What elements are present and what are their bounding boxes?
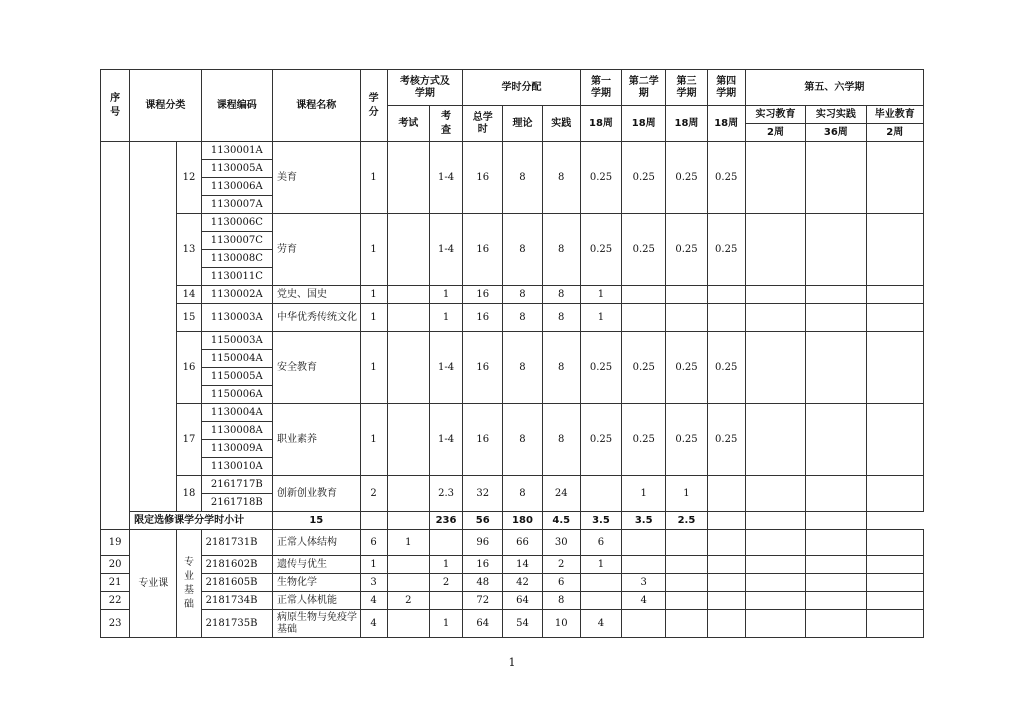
course-sem1: 1	[580, 286, 621, 304]
course-check: 1-4	[429, 214, 462, 286]
course-code: 1130007A	[201, 196, 272, 214]
row-seq: 13	[177, 214, 201, 286]
course-name: 安全教育	[273, 332, 361, 404]
course-check: 2.3	[429, 476, 462, 512]
subcategory-cell-blank	[130, 142, 177, 512]
course-sem2: 1	[622, 476, 666, 512]
course-sem3	[666, 286, 707, 304]
course-check: 1-4	[429, 332, 462, 404]
course-grad-edu	[866, 530, 923, 556]
course-intern-edu	[745, 610, 805, 638]
course-exam	[387, 286, 429, 304]
course-total-hours: 32	[463, 476, 503, 512]
course-theory-hours: 14	[503, 556, 542, 574]
course-total-hours: 72	[463, 592, 503, 610]
course-code: 1130001A	[201, 142, 272, 160]
subtotal-sem4: 2.5	[666, 512, 707, 530]
course-name: 正常人体结构	[273, 530, 361, 556]
header-weeks-intern-prac: 36周	[806, 124, 866, 142]
header-code: 课程编码	[201, 70, 272, 142]
course-sem3	[666, 610, 707, 638]
course-grad-edu	[866, 142, 923, 214]
header-weeks-sem3: 18周	[666, 106, 707, 142]
course-sem3: 1	[666, 476, 707, 512]
course-sem3: 0.25	[666, 404, 707, 476]
header-grad-edu: 毕业教育	[866, 106, 923, 124]
course-code: 2181735B	[201, 610, 272, 638]
subtotal-sem2: 3.5	[580, 512, 621, 530]
course-intern-prac	[806, 214, 866, 286]
course-sem2	[622, 304, 666, 332]
course-intern-prac	[806, 556, 866, 574]
course-check	[429, 592, 462, 610]
course-check: 1	[429, 286, 462, 304]
row-seq: 23	[101, 610, 130, 638]
category-cell-blank	[101, 142, 130, 530]
course-code: 1130011C	[201, 268, 272, 286]
course-sem3: 0.25	[666, 214, 707, 286]
course-sem4	[707, 556, 745, 574]
course-code: 1130005A	[201, 160, 272, 178]
course-code: 1130008A	[201, 422, 272, 440]
course-exam	[387, 610, 429, 638]
course-credit: 1	[360, 142, 387, 214]
course-code: 1130007C	[201, 232, 272, 250]
course-intern-edu	[745, 404, 805, 476]
course-sem2: 0.25	[622, 142, 666, 214]
header-intern-prac: 实习实践	[806, 106, 866, 124]
course-theory-hours: 8	[503, 332, 542, 404]
course-intern-prac	[806, 476, 866, 512]
course-code: 1130002A	[201, 286, 272, 304]
header-category: 课程分类	[130, 70, 201, 142]
course-sem1	[580, 592, 621, 610]
course-intern-prac	[806, 592, 866, 610]
course-sem4	[707, 592, 745, 610]
course-theory-hours: 8	[503, 142, 542, 214]
table-row	[101, 530, 924, 556]
subtotal-practice-hours: 180	[503, 512, 542, 530]
header-assess: 考核方式及学期	[387, 70, 462, 106]
course-code: 2181605B	[201, 574, 272, 592]
header-sem1: 第一学期	[580, 70, 621, 106]
course-credit: 1	[360, 214, 387, 286]
course-theory-hours: 64	[503, 592, 542, 610]
table-row	[101, 592, 924, 610]
header-theory: 理论	[503, 106, 542, 142]
course-sem1	[580, 574, 621, 592]
course-sem4: 0.25	[707, 332, 745, 404]
header-exam: 考试	[387, 106, 429, 142]
course-credit: 1	[360, 286, 387, 304]
course-code: 1130003A	[201, 304, 272, 332]
course-practice-hours: 2	[542, 556, 580, 574]
course-theory-hours: 54	[503, 610, 542, 638]
course-sem3	[666, 304, 707, 332]
course-credit: 1	[360, 304, 387, 332]
course-sem1: 6	[580, 530, 621, 556]
subtotal-intern-edu	[707, 512, 745, 530]
header-weeks-grad-edu: 2周	[866, 124, 923, 142]
course-theory-hours: 8	[503, 304, 542, 332]
course-intern-edu	[745, 214, 805, 286]
course-check: 1	[429, 610, 462, 638]
course-check: 1	[429, 304, 462, 332]
subtotal-sem3: 3.5	[622, 512, 666, 530]
header-seq: 序号	[101, 70, 130, 142]
course-total-hours: 64	[463, 610, 503, 638]
course-practice-hours: 8	[542, 286, 580, 304]
course-sem1: 0.25	[580, 404, 621, 476]
course-grad-edu	[866, 214, 923, 286]
course-sem3	[666, 592, 707, 610]
course-practice-hours: 30	[542, 530, 580, 556]
subcategory-major-basic: 专业基础	[177, 530, 201, 638]
course-check: 1	[429, 556, 462, 574]
course-sem4: 0.25	[707, 142, 745, 214]
course-practice-hours: 8	[542, 304, 580, 332]
course-check: 2	[429, 574, 462, 592]
course-intern-edu	[745, 332, 805, 404]
course-credit: 4	[360, 592, 387, 610]
header-hours: 学时分配	[463, 70, 581, 106]
course-code: 1150006A	[201, 386, 272, 404]
course-intern-edu	[745, 556, 805, 574]
subtotal-theory-hours: 56	[463, 512, 503, 530]
header-intern-edu: 实习教育	[745, 106, 805, 124]
table-row	[101, 142, 924, 160]
course-practice-hours: 8	[542, 332, 580, 404]
course-sem2: 0.25	[622, 332, 666, 404]
course-practice-hours: 8	[542, 142, 580, 214]
course-plan-table	[100, 69, 924, 638]
course-sem4: 0.25	[707, 404, 745, 476]
course-name: 生物化学	[273, 574, 361, 592]
header-name: 课程名称	[273, 70, 361, 142]
course-sem2: 0.25	[622, 404, 666, 476]
subtotal-total-hours: 236	[429, 512, 462, 530]
course-exam	[387, 332, 429, 404]
course-sem4: 0.25	[707, 214, 745, 286]
course-name: 职业素养	[273, 404, 361, 476]
course-code: 2161718B	[201, 494, 272, 512]
course-total-hours: 16	[463, 214, 503, 286]
course-practice-hours: 8	[542, 404, 580, 476]
course-check	[429, 530, 462, 556]
row-seq: 22	[101, 592, 130, 610]
course-theory-hours: 42	[503, 574, 542, 592]
course-sem4	[707, 304, 745, 332]
table-row	[101, 286, 924, 304]
course-sem2	[622, 530, 666, 556]
course-name: 创新创业教育	[273, 476, 361, 512]
course-exam: 2	[387, 592, 429, 610]
course-intern-edu	[745, 592, 805, 610]
course-exam	[387, 142, 429, 214]
table-row	[101, 214, 924, 232]
course-exam	[387, 476, 429, 512]
category-major: 专业课	[130, 530, 177, 638]
course-intern-edu	[745, 530, 805, 556]
course-credit: 2	[360, 476, 387, 512]
course-name: 美育	[273, 142, 361, 214]
course-exam	[387, 574, 429, 592]
course-name: 遗传与优生	[273, 556, 361, 574]
course-grad-edu	[866, 610, 923, 638]
course-sem4	[707, 574, 745, 592]
course-sem3: 0.25	[666, 142, 707, 214]
course-total-hours: 48	[463, 574, 503, 592]
table-row	[101, 556, 924, 574]
table-row	[101, 304, 924, 332]
course-sem1: 0.25	[580, 332, 621, 404]
subtotal-check	[387, 512, 429, 530]
course-practice-hours: 10	[542, 610, 580, 638]
course-grad-edu	[866, 404, 923, 476]
row-seq: 21	[101, 574, 130, 592]
course-code: 2181731B	[201, 530, 272, 556]
subtotal-row	[101, 512, 924, 530]
course-practice-hours: 6	[542, 574, 580, 592]
course-intern-edu	[745, 476, 805, 512]
course-intern-edu	[745, 142, 805, 214]
course-total-hours: 96	[463, 530, 503, 556]
row-seq: 15	[177, 304, 201, 332]
course-code: 1150003A	[201, 332, 272, 350]
course-total-hours: 16	[463, 142, 503, 214]
course-name: 党史、国史	[273, 286, 361, 304]
course-grad-edu	[866, 556, 923, 574]
header-weeks-sem1: 18周	[580, 106, 621, 142]
course-sem2: 4	[622, 592, 666, 610]
row-seq: 17	[177, 404, 201, 476]
header-sem3: 第三学期	[666, 70, 707, 106]
row-seq: 18	[177, 476, 201, 512]
course-theory-hours: 8	[503, 286, 542, 304]
subtotal-credit: 15	[273, 512, 361, 530]
course-practice-hours: 24	[542, 476, 580, 512]
course-intern-prac	[806, 610, 866, 638]
course-code: 1150005A	[201, 368, 272, 386]
course-code: 1130006A	[201, 178, 272, 196]
course-grad-edu	[866, 592, 923, 610]
course-sem1: 1	[580, 556, 621, 574]
course-name: 正常人体机能	[273, 592, 361, 610]
course-intern-edu	[745, 304, 805, 332]
subtotal-label: 限定选修课学分学时小计	[130, 512, 273, 530]
header-practice: 实践	[542, 106, 580, 142]
course-intern-prac	[806, 304, 866, 332]
course-name: 劳育	[273, 214, 361, 286]
course-grad-edu	[866, 332, 923, 404]
course-grad-edu	[866, 304, 923, 332]
course-intern-edu	[745, 286, 805, 304]
course-sem2	[622, 610, 666, 638]
row-seq: 12	[177, 142, 201, 214]
course-intern-prac	[806, 404, 866, 476]
course-code: 1130004A	[201, 404, 272, 422]
course-code: 2181602B	[201, 556, 272, 574]
course-name: 中华优秀传统文化	[273, 304, 361, 332]
course-code: 2161717B	[201, 476, 272, 494]
course-exam	[387, 556, 429, 574]
course-sem2: 0.25	[622, 214, 666, 286]
course-exam	[387, 404, 429, 476]
table-row	[101, 332, 924, 350]
row-seq: 14	[177, 286, 201, 304]
course-total-hours: 16	[463, 332, 503, 404]
course-sem4	[707, 476, 745, 512]
subtotal-grad-edu	[806, 512, 866, 530]
course-sem2	[622, 286, 666, 304]
course-total-hours: 16	[463, 286, 503, 304]
row-seq: 16	[177, 332, 201, 404]
course-intern-edu	[745, 574, 805, 592]
course-sem1: 4	[580, 610, 621, 638]
subtotal-exam	[360, 512, 387, 530]
header-weeks-sem2: 18周	[622, 106, 666, 142]
course-credit: 6	[360, 530, 387, 556]
course-grad-edu	[866, 286, 923, 304]
table-row	[101, 574, 924, 592]
course-sem1: 1	[580, 304, 621, 332]
header-credit: 学分	[360, 70, 387, 142]
header-sem56: 第五、六学期	[745, 70, 923, 106]
course-credit: 1	[360, 404, 387, 476]
course-sem2	[622, 556, 666, 574]
course-code: 1130010A	[201, 458, 272, 476]
page-number: 1	[508, 656, 516, 669]
course-intern-prac	[806, 530, 866, 556]
course-exam	[387, 214, 429, 286]
table-row	[101, 404, 924, 422]
course-credit: 1	[360, 556, 387, 574]
course-sem1: 0.25	[580, 214, 621, 286]
course-check: 1-4	[429, 404, 462, 476]
course-theory-hours: 8	[503, 214, 542, 286]
course-theory-hours: 8	[503, 476, 542, 512]
course-intern-prac	[806, 286, 866, 304]
course-total-hours: 16	[463, 304, 503, 332]
course-practice-hours: 8	[542, 214, 580, 286]
course-grad-edu	[866, 574, 923, 592]
course-practice-hours: 8	[542, 592, 580, 610]
course-sem2: 3	[622, 574, 666, 592]
header-sem2: 第二学期	[622, 70, 666, 106]
course-code: 1150004A	[201, 350, 272, 368]
course-sem4	[707, 530, 745, 556]
course-grad-edu	[866, 476, 923, 512]
course-exam: 1	[387, 530, 429, 556]
course-credit: 3	[360, 574, 387, 592]
course-code: 1130008C	[201, 250, 272, 268]
row-seq: 20	[101, 556, 130, 574]
course-sem3: 0.25	[666, 332, 707, 404]
course-sem3	[666, 530, 707, 556]
course-total-hours: 16	[463, 556, 503, 574]
header-check: 考查	[429, 106, 462, 142]
course-sem4	[707, 286, 745, 304]
course-theory-hours: 66	[503, 530, 542, 556]
course-credit: 1	[360, 332, 387, 404]
row-seq: 19	[101, 530, 130, 556]
course-exam	[387, 304, 429, 332]
subtotal-intern-prac	[745, 512, 805, 530]
header-total: 总学时	[463, 106, 503, 142]
course-sem1	[580, 476, 621, 512]
course-theory-hours: 8	[503, 404, 542, 476]
course-sem3	[666, 574, 707, 592]
course-code: 1130006C	[201, 214, 272, 232]
course-code: 2181734B	[201, 592, 272, 610]
course-sem4	[707, 610, 745, 638]
course-intern-prac	[806, 142, 866, 214]
header-sem4: 第四学期	[707, 70, 745, 106]
course-total-hours: 16	[463, 404, 503, 476]
course-name: 病原生物与免疫学基础	[273, 610, 361, 638]
course-intern-prac	[806, 574, 866, 592]
course-check: 1-4	[429, 142, 462, 214]
course-credit: 4	[360, 610, 387, 638]
course-intern-prac	[806, 332, 866, 404]
course-code: 1130009A	[201, 440, 272, 458]
subtotal-sem1: 4.5	[542, 512, 580, 530]
header-weeks-sem4: 18周	[707, 106, 745, 142]
table-row	[101, 610, 924, 638]
course-sem3	[666, 556, 707, 574]
table-row	[101, 476, 924, 494]
course-sem1: 0.25	[580, 142, 621, 214]
header-weeks-intern-edu: 2周	[745, 124, 805, 142]
